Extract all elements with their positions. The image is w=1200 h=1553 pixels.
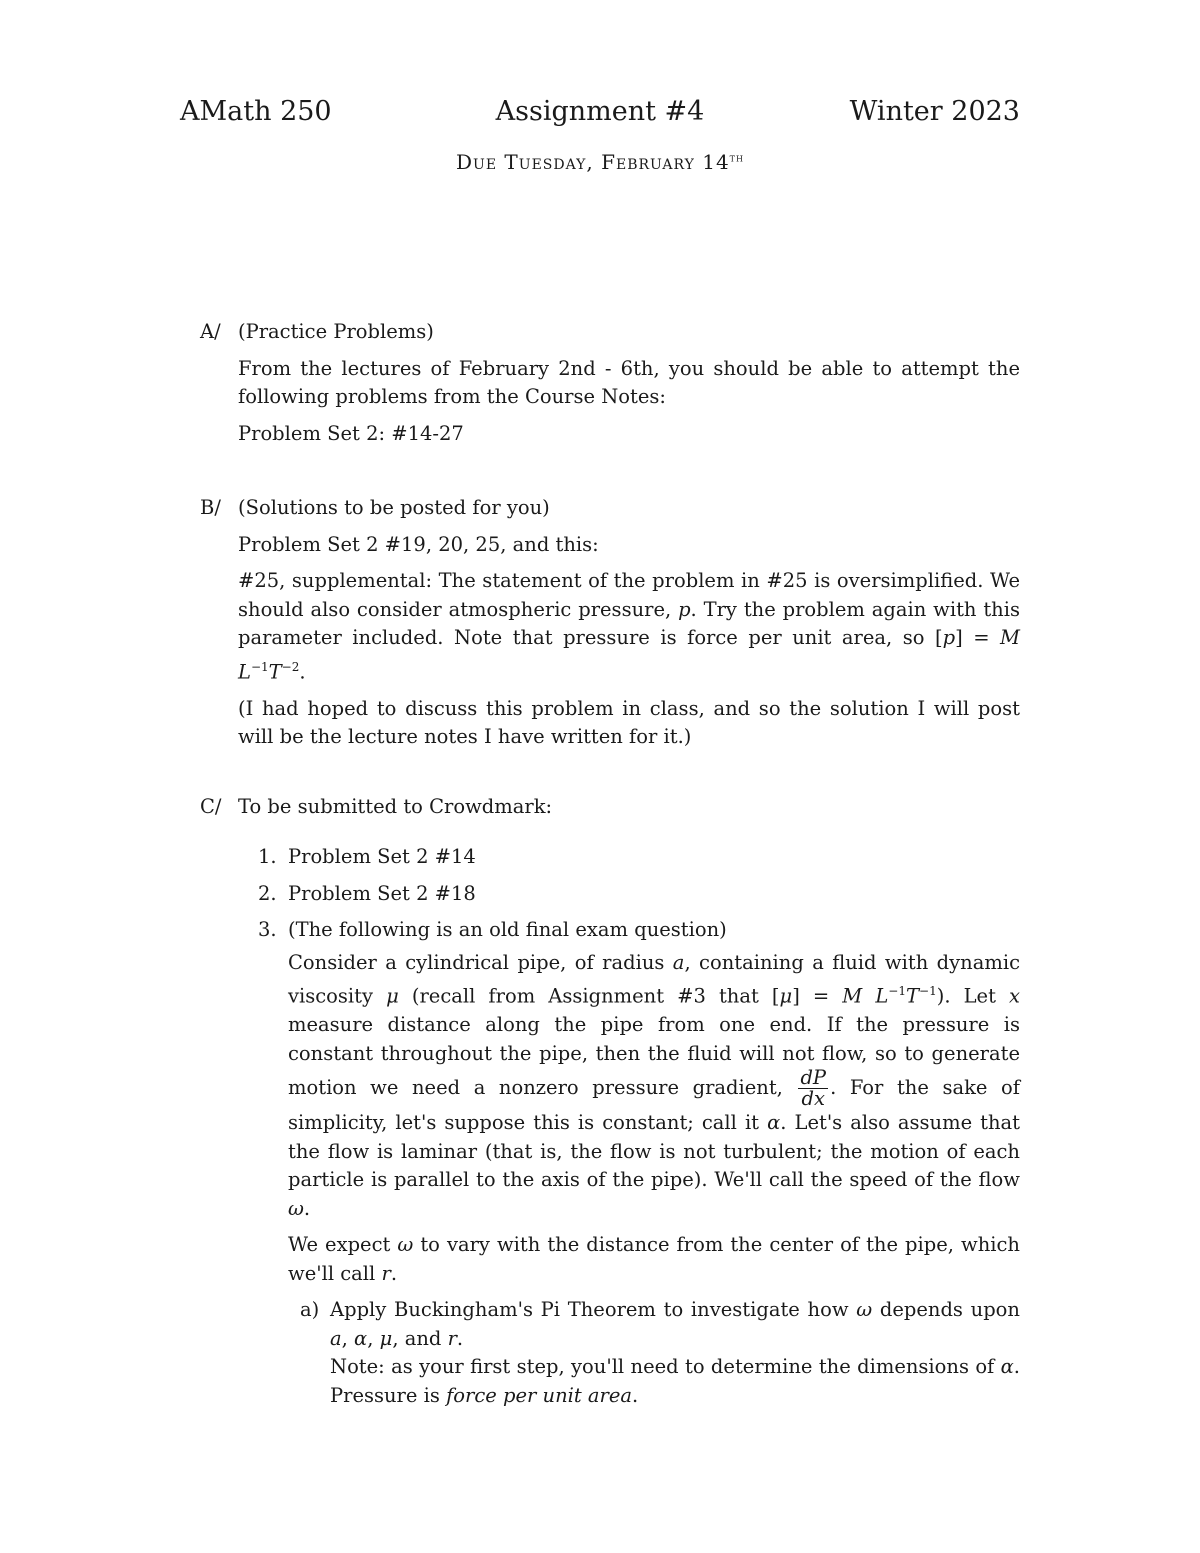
section-b-supplemental: #25, supplemental: The statement of the problem in #25 is oversimplified. We should also consider atmospheric pressure, p. Try the problem again with this parameter included. Note that pressure is force per unit area, so [p] = M $L^{-1}T^{-2}$.: [238, 569, 1021, 683]
due-date: [180, 150, 1020, 174]
pressure-gradient-fraction: $\frac{dP}{dx}$: [800, 1066, 827, 1110]
due-date-text: Due Tuesday, February 14: [456, 150, 730, 174]
term-label: Winter 2023: [849, 96, 1020, 127]
section-c-label: C/: [200, 795, 222, 818]
assignment-title: Assignment #4: [495, 96, 705, 127]
sub-question-a: a) Apply Buckingham's Pi Theorem to investigate how ω depends upon a, α, μ, and r. Note: as your first step, you'll need to determine the dimensions of α. Pressure is force per unit area.: [288, 1296, 1020, 1410]
section-b-heading: (Solutions to be posted for you): [238, 496, 550, 519]
due-date-suffix: th: [729, 151, 744, 165]
section-a-paragraph: From the lectures of February 2nd - 6th, you should be able to attempt the following problems from the Course Notes:: [238, 356, 1020, 408]
list-item: 3. (The following is an old final exam question) Consider a cylindrical pipe, of radius a, containing a fluid with dynamic viscosity μ (recall from Assignment #3 that [μ] = M $L^{-1}T^{-1}$). Let x measure distance along the pipe from one end. If the pressure is constant throughout the pipe, then the fluid will not flow, so to generate motion we need a nonzero pressure gradient, $\frac{dP}{dx}$ . For the sake of simplicity, let's suppose this is constant; call it α. Let's also assume that the flow is laminar (that is, the flow is not turbulent; the motion of each particle is parallel to the axis of the pipe). We'll call the speed of the flow ω. We expect ω to vary with the distance from the center of the pipe, which we'll call r. a) Apply Buckingham's Pi Theorem to investigate how ω depends upon a, α, μ, and r. Note: as your first step, you'll need to determine the dimensions of α. Pressure is force per unit area.: [238, 916, 1020, 1410]
course-name: AMath 250: [180, 96, 332, 127]
section-b-note: (I had hoped to discuss this problem in class, and so the solution I will post will be the lecture notes I have written for it.): [238, 696, 1020, 748]
section-c-heading: To be submitted to Crowdmark:: [238, 795, 553, 818]
list-item: 1. Problem Set 2 #14: [258, 845, 476, 868]
section-a-problems: Problem Set 2: #14-27: [238, 421, 464, 445]
page-header: [180, 96, 1020, 136]
section-b-problems: Problem Set 2 #19, 20, 25, and this:: [238, 532, 599, 556]
submission-list: [238, 843, 1020, 1418]
section-a-label: A/: [200, 320, 221, 343]
list-item: 2. Problem Set 2 #18: [258, 881, 476, 905]
question-3-body: Consider a cylindrical pipe, of radius a, containing a fluid with dynamic viscosity μ (recall from Assignment #3 that [μ] = M $L^{-1}T^{-1}$). Let x measure distance along the pipe from one end. If the pressure is constant throughout the pipe, then the fluid will not flow, so to generate motion we need a nonzero pressure gradient, $\frac{dP}{dx}$ . For the sake of simplicity, let's suppose this is constant; call it α. Let's also assume that the flow is laminar (that is, the flow is not turbulent; the motion of each particle is parallel to the axis of the pipe). We'll call the speed of the flow ω.: [288, 950, 1021, 1220]
section-b-label: B/: [200, 496, 221, 519]
section-a-heading: (Practice Problems): [238, 320, 434, 343]
sub-question-a-note: Note: as your first step, you'll need to determine the dimensions of α. Pressure is force per unit area.: [330, 1355, 1020, 1407]
question-3-radius-paragraph: We expect ω to vary with the distance from the center of the pipe, which we'll call r.: [288, 1233, 1020, 1285]
